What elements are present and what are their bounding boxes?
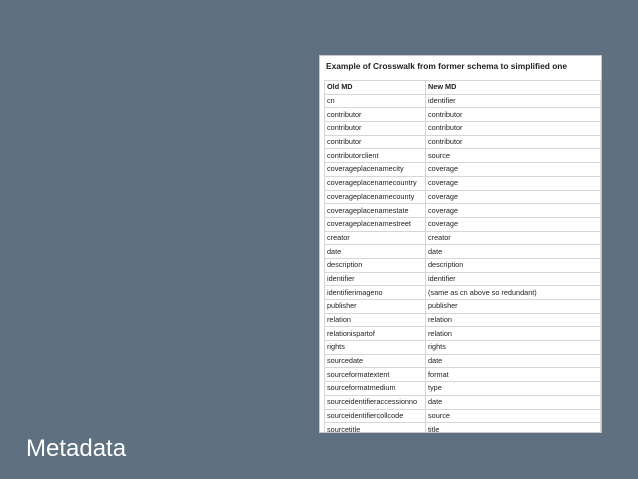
new-md-cell: coverage xyxy=(426,217,601,231)
slide-title: Metadata xyxy=(26,435,127,462)
old-md-cell: sourceidentifieraccessionno xyxy=(325,395,426,409)
old-md-cell: sourcetitle xyxy=(325,423,426,433)
old-md-cell: contributor xyxy=(325,108,426,122)
old-md-cell: identifierimageno xyxy=(325,286,426,300)
new-md-cell: type xyxy=(426,382,601,396)
table-row xyxy=(325,382,601,396)
table-row xyxy=(325,300,601,314)
crosswalk-heading: Example of Crosswalk from former schema to simplified one xyxy=(326,61,568,71)
old-md-cell: sourceidentifiercollcode xyxy=(325,409,426,423)
table-row xyxy=(325,286,601,300)
new-md-cell: rights xyxy=(426,341,601,355)
table-row xyxy=(325,395,601,409)
old-md-cell: relationispartof xyxy=(325,327,426,341)
new-md-cell: identifier xyxy=(426,94,601,108)
table-row xyxy=(325,341,601,355)
new-md-cell: creator xyxy=(426,231,601,245)
new-md-cell: relation xyxy=(426,313,601,327)
new-md-cell: contributor xyxy=(426,122,601,136)
crosswalk-table xyxy=(324,80,601,433)
table-row xyxy=(325,135,601,149)
new-md-cell: contributor xyxy=(426,108,601,122)
new-md-cell: relation xyxy=(426,327,601,341)
table-row xyxy=(325,313,601,327)
table-row xyxy=(325,149,601,163)
crosswalk-table-image xyxy=(319,55,602,433)
table-row xyxy=(325,163,601,177)
table-row xyxy=(325,423,601,433)
old-md-cell: contributorclient xyxy=(325,149,426,163)
old-md-cell: publisher xyxy=(325,300,426,314)
table-row xyxy=(325,204,601,218)
new-md-cell: date xyxy=(426,245,601,259)
old-md-cell: identifier xyxy=(325,272,426,286)
old-md-cell: sourceformatmedium xyxy=(325,382,426,396)
new-md-cell: source xyxy=(426,409,601,423)
table-row xyxy=(325,176,601,190)
old-md-cell: contributor xyxy=(325,135,426,149)
old-md-cell: cn xyxy=(325,94,426,108)
old-md-cell: coverageplacenamecounty xyxy=(325,190,426,204)
table-row xyxy=(325,217,601,231)
table-row xyxy=(325,245,601,259)
new-md-cell: coverage xyxy=(426,176,601,190)
new-md-cell: format xyxy=(426,368,601,382)
column-header-old-md: Old MD xyxy=(325,81,426,95)
table-row xyxy=(325,368,601,382)
table-row xyxy=(325,354,601,368)
table-row xyxy=(325,108,601,122)
old-md-cell: creator xyxy=(325,231,426,245)
table-row xyxy=(325,190,601,204)
old-md-cell: coverageplacenamecountry xyxy=(325,176,426,190)
table-row xyxy=(325,272,601,286)
new-md-cell: coverage xyxy=(426,190,601,204)
new-md-cell: description xyxy=(426,258,601,272)
new-md-cell: title xyxy=(426,423,601,433)
old-md-cell: coverageplacenamestreet xyxy=(325,217,426,231)
new-md-cell: publisher xyxy=(426,300,601,314)
table-row xyxy=(325,122,601,136)
table-row xyxy=(325,231,601,245)
new-md-cell: (same as cn above so redundant) xyxy=(426,286,601,300)
new-md-cell: coverage xyxy=(426,163,601,177)
new-md-cell: coverage xyxy=(426,204,601,218)
new-md-cell: date xyxy=(426,395,601,409)
new-md-cell: identifier xyxy=(426,272,601,286)
table-body xyxy=(325,94,601,433)
table-row xyxy=(325,94,601,108)
old-md-cell: coverageplacenamestate xyxy=(325,204,426,218)
new-md-cell: date xyxy=(426,354,601,368)
new-md-cell: contributor xyxy=(426,135,601,149)
old-md-cell: coverageplacenamecity xyxy=(325,163,426,177)
column-header-new-md: New MD xyxy=(426,81,601,95)
table-row xyxy=(325,327,601,341)
new-md-cell: source xyxy=(426,149,601,163)
old-md-cell: description xyxy=(325,258,426,272)
table-header-row xyxy=(325,81,601,95)
old-md-cell: rights xyxy=(325,341,426,355)
old-md-cell: relation xyxy=(325,313,426,327)
table-row xyxy=(325,409,601,423)
old-md-cell: contributor xyxy=(325,122,426,136)
old-md-cell: date xyxy=(325,245,426,259)
table-row xyxy=(325,258,601,272)
old-md-cell: sourceformatextent xyxy=(325,368,426,382)
old-md-cell: sourcedate xyxy=(325,354,426,368)
